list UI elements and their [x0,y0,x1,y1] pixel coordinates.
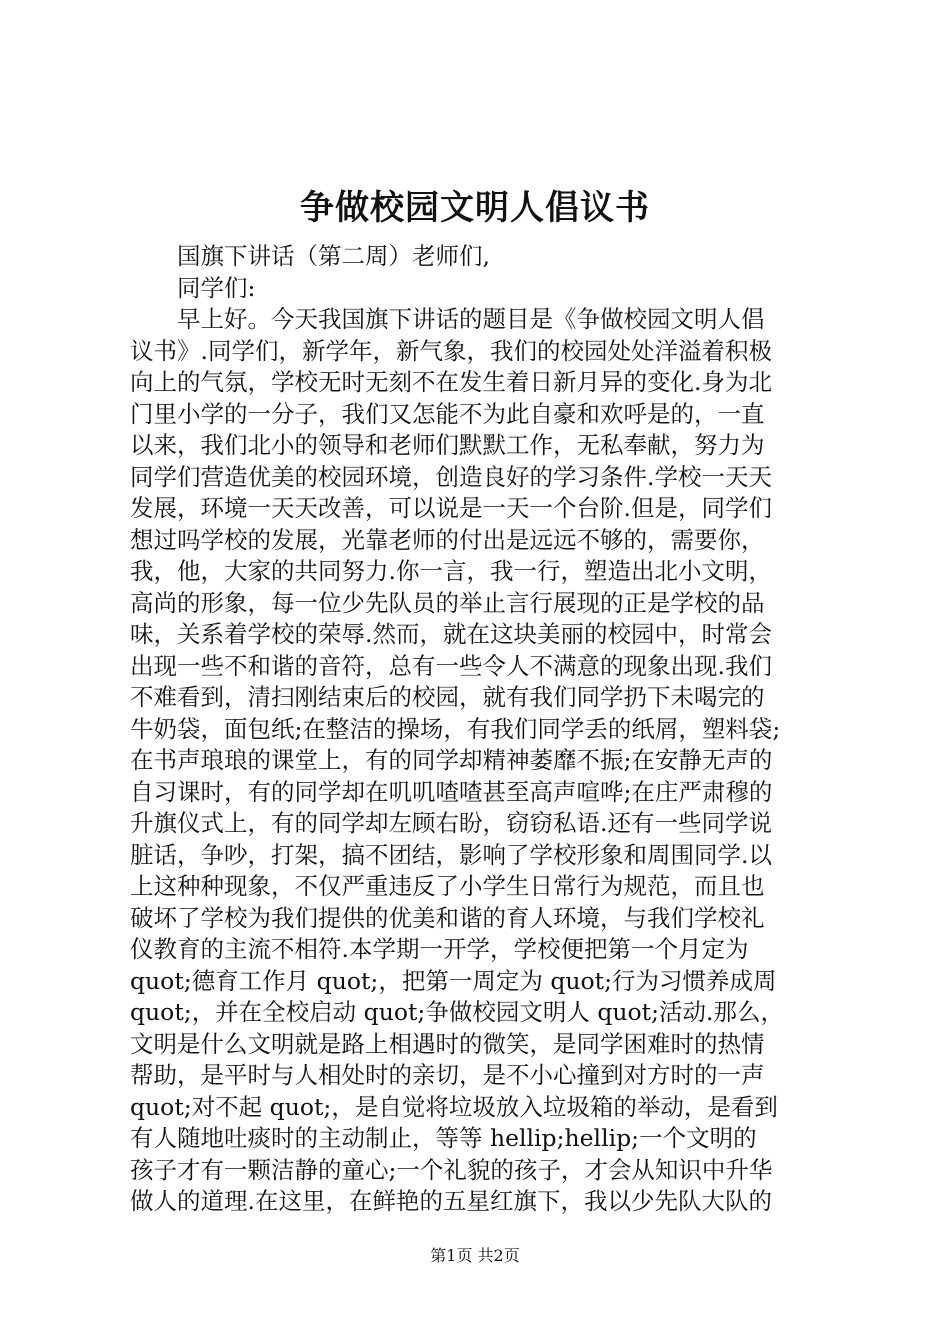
body-line: 高尚的形象，每一位少先队员的举止言行展现的正是学校的品 [130,588,765,617]
page-footer: 第1页 共2页 [430,1246,520,1265]
body-line: 发展，环境一天天改善，可以说是一天一个台阶.但是，同学们 [130,494,772,522]
body-line: 不难看到，清扫刚结束后的校园，就有我们同学扔下未喝完的 [130,683,765,711]
body-line: 味，关系着学校的荣辱.然而，就在这块美丽的校园中，时常会 [130,620,772,648]
body-line: quot;德育工作月 quot;，把第一周定为 quot;行为习惯养成周 [130,966,777,995]
body-line: 文明是什么文明就是路上相遇时的微笑，是同学困难时的热情 [130,1029,765,1058]
body-line: 破坏了学校为我们提供的优美和谐的育人环境，与我们学校礼 [130,903,765,932]
body-line: 国旗下讲话（第二周）老师们, [177,242,490,270]
body-line: 以来，我们北小的领导和老师们默默工作，无私奉献，努力为 [130,431,765,459]
body-line: 牛奶袋，面包纸;在整洁的操场，有我们同学丢的纸屑，塑料袋; [130,714,781,743]
body-line: 早上好。今天我国旗下讲话的题目是《争做校园文明人倡 [177,305,765,333]
body-line: quot;，并在全校启动 quot;争做校园文明人 quot;活动.那么， [130,998,784,1026]
body-line: 做人的道理.在这里，在鲜艳的五星红旗下，我以少先队大队的 [130,1187,772,1215]
body-line: 同学们: [177,273,256,302]
body-line: 脏话，争吵，打架，搞不团结，影响了学校形象和周围同学.以 [130,840,772,869]
body-line: 议书》.同学们，新学年，新气象，我们的校园处处洋溢着积极 [130,336,772,365]
body-line: 仪教育的主流不相符.本学期一开学，学校便把第一个月定为 [130,935,749,963]
body-line: 向上的气氛，学校无时无刻不在发生着日新月异的变化.身为北 [130,368,772,396]
body-line: 我，他，大家的共同努力.你一言，我一行，塑造出北小文明， [130,557,772,585]
body-line: 门里小学的一分子，我们又怎能不为此自豪和欢呼是的，一直 [130,399,765,428]
body-line: 孩子才有一颗洁静的童心;一个礼貌的孩子，才会从知识中升华 [130,1155,773,1184]
body-line: 出现一些不和谐的音符，总有一些令人不满意的现象出现.我们 [130,651,772,680]
body-line: 自习课时，有的同学却在叽叽喳喳甚至高声喧哗;在庄严肃穆的 [130,777,773,806]
body-line: quot;对不起 quot;，是自觉将垃圾放入垃圾箱的举动，是看到 [130,1092,778,1121]
body-line: 升旗仪式上，有的同学却左顾右盼，窃窃私语.还有一些同学说 [130,809,772,837]
body-line: 帮助，是平时与人相处时的亲切，是不小心撞到对方时的一声 [130,1061,765,1089]
document-body [130,241,830,1218]
body-line: 上这种种现象，不仅严重违反了小学生日常行为规范，而且也 [130,872,765,900]
body-line: 想过吗学校的发展，光靠老师的付出是远远不够的，需要你， [130,525,765,554]
document-title: 争做校园文明人倡议书 [300,188,650,228]
body-line: 有人随地吐痰时的主动制止，等等 hellip;hellip;一个文明的 [130,1124,757,1152]
body-line: 在书声琅琅的课堂上，有的同学却精神萎靡不振;在安静无声的 [130,746,773,774]
body-line: 同学们营造优美的校园环境，创造良好的学习条件.学校一天天 [130,462,772,491]
